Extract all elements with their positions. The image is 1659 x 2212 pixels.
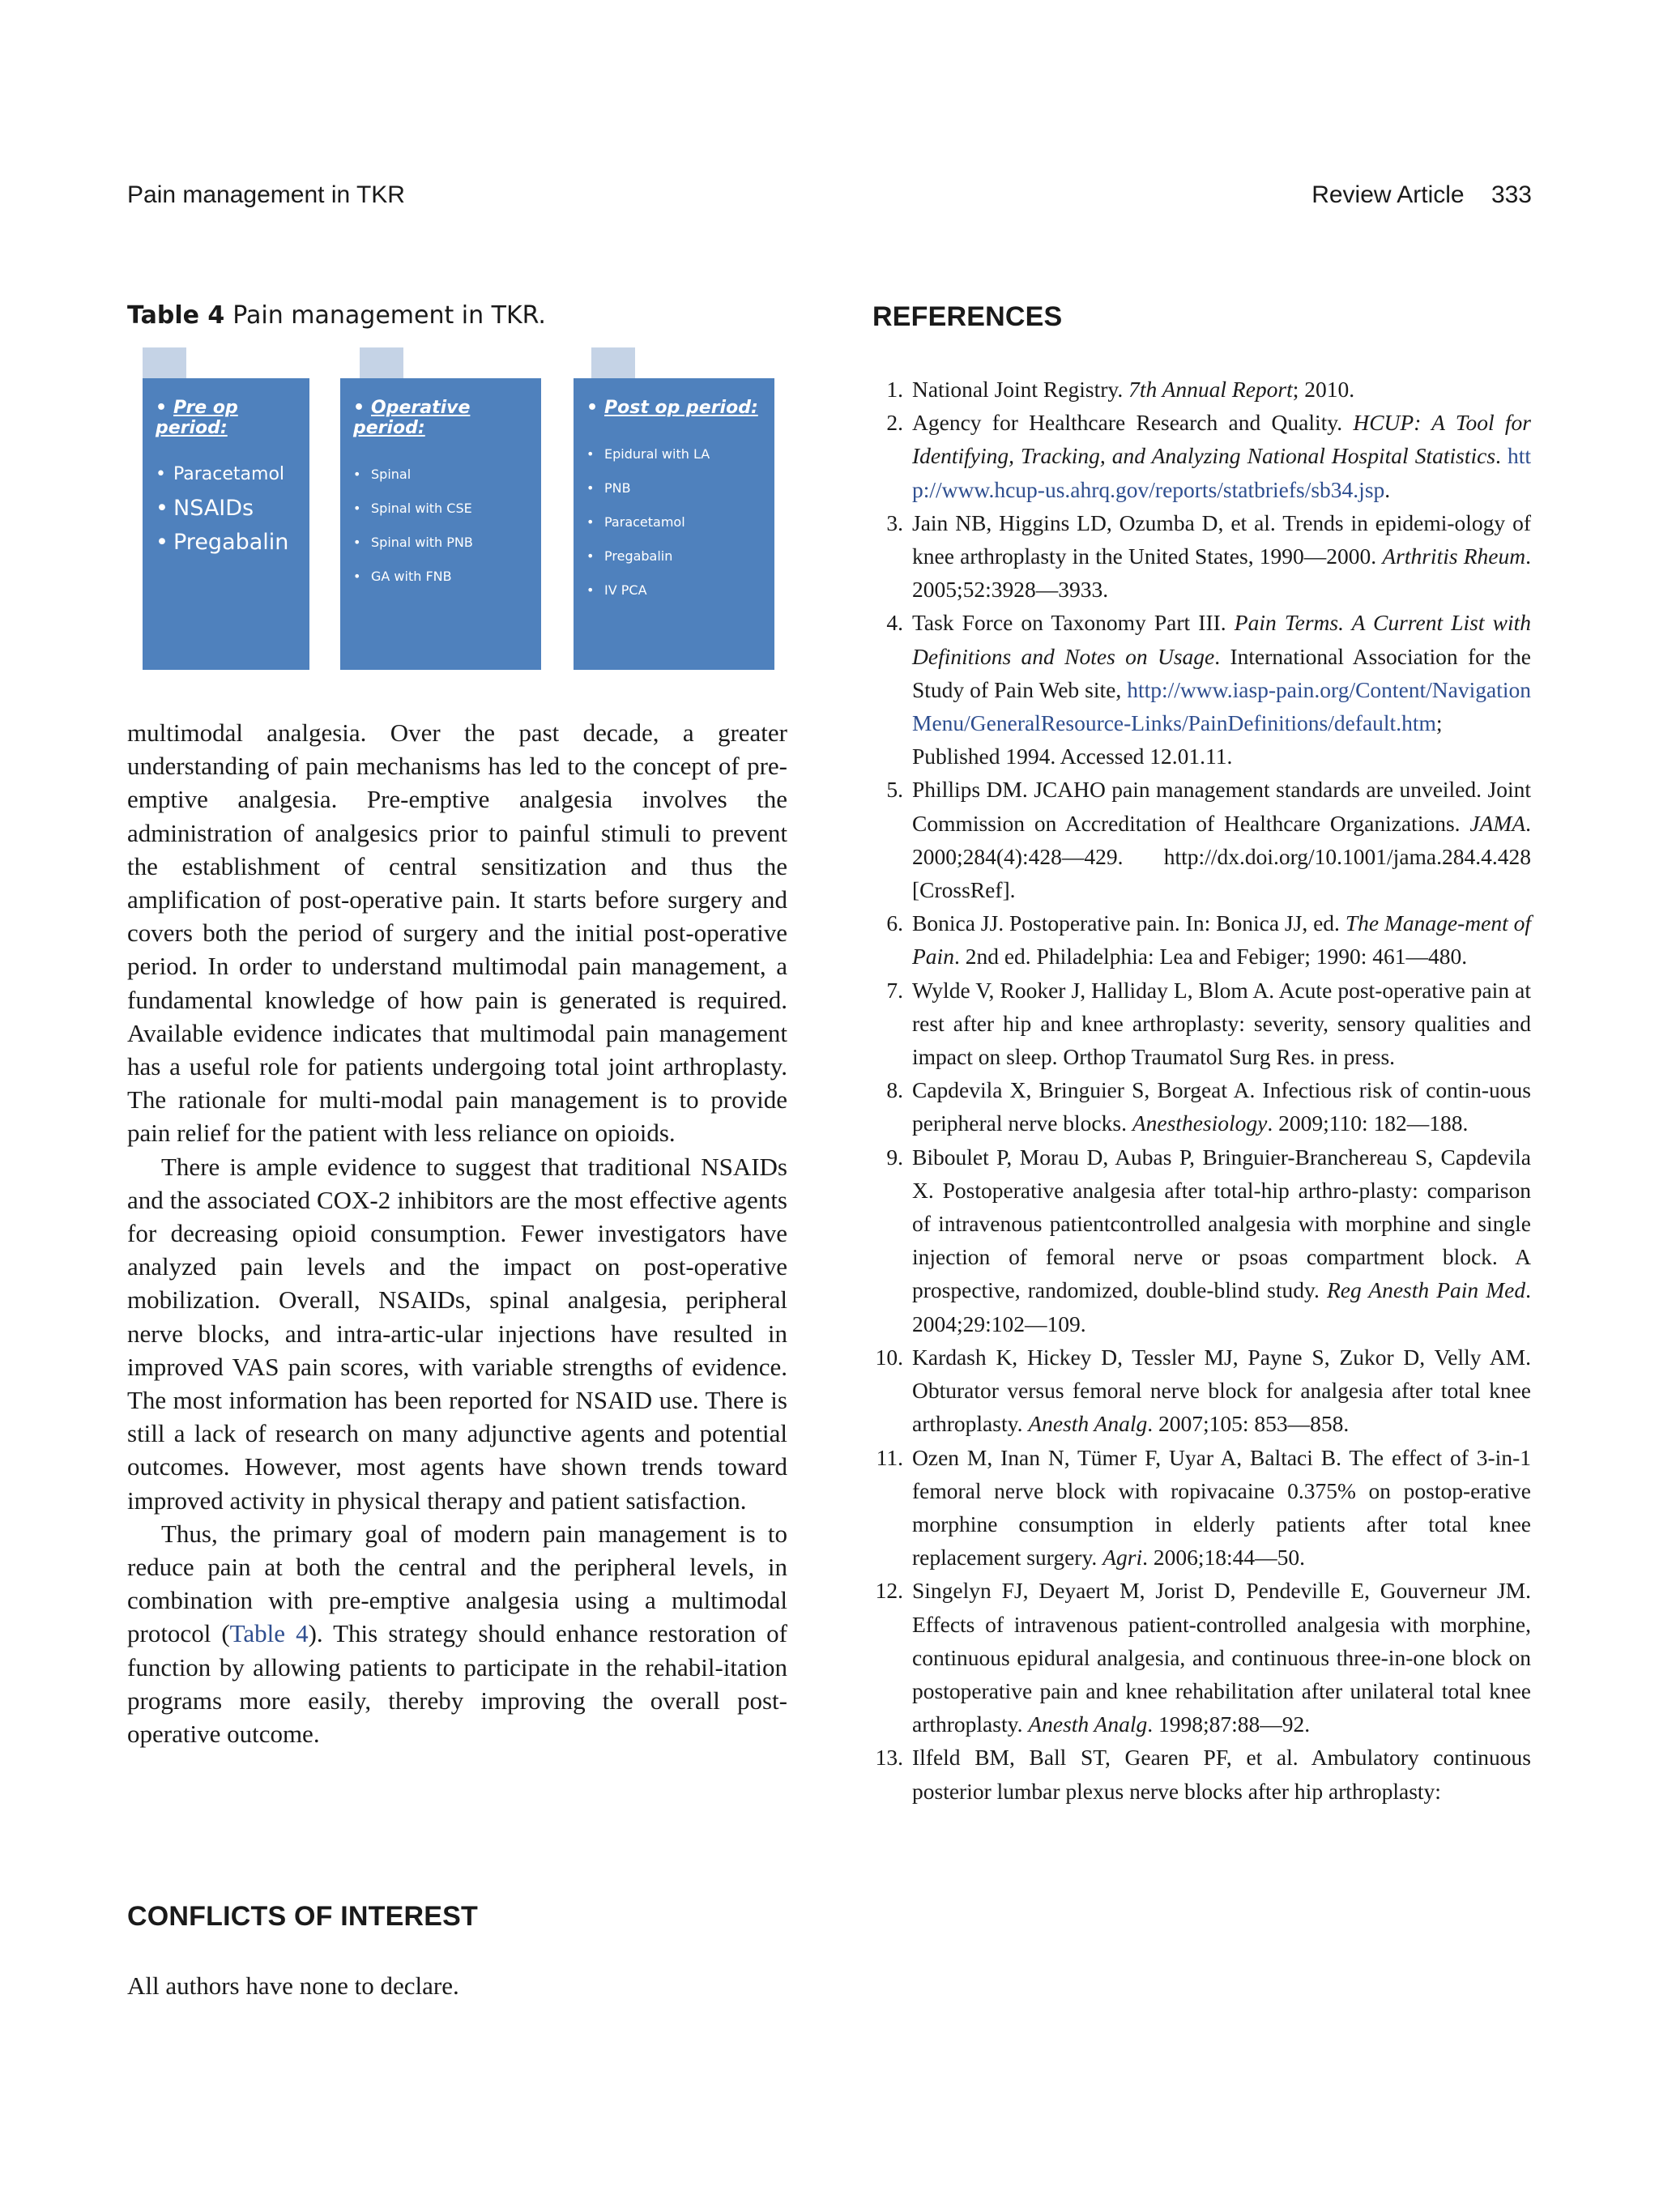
reference-item xyxy=(872,406,1531,506)
reference-text: Singelyn FJ, Deyaert M, Jorist D, Pendeville E, Gouverneur JM. Effects of intravenous patient-controlled analgesia with morphine, continuous epidural analgesia, and continuous three-in-one block on postoperative pain and knee rehabilitation after unilateral total knee arthroplasty. Anesth Analg. 1998;87:88—92. xyxy=(912,1578,1531,1737)
reference-item xyxy=(872,773,1531,906)
reference-item xyxy=(872,1140,1531,1340)
reference-item xyxy=(872,1574,1531,1741)
reference-text: Agency for Healthcare Research and Quality. HCUP: A Tool for Identifying, Tracking, and Analyzing National Hospital Statistics. http://www.hcup-us.ahrq.gov/reports/statbriefs/sb34.jsp. xyxy=(912,410,1531,502)
reference-item xyxy=(872,1073,1531,1140)
reference-number: 6. xyxy=(886,910,903,936)
reference-item xyxy=(872,606,1531,773)
reference-number: 4. xyxy=(886,610,903,636)
reference-item xyxy=(872,1340,1531,1441)
list-item: • Pregabalin xyxy=(586,543,760,570)
reference-item xyxy=(872,1441,1531,1575)
post-op-box xyxy=(574,378,774,670)
reference-link[interactable]: http://www.iasp-pain.org/Content/NavigationMenu/GeneralResource-Links/PainDefinitions/default.htm xyxy=(912,676,1531,736)
list-item: • PNB xyxy=(586,475,760,502)
reference-number: 9. xyxy=(886,1144,903,1170)
page-number: 333 xyxy=(1491,181,1532,208)
reference-item xyxy=(872,974,1531,1074)
reference-text: Wylde V, Rooker J, Halliday L, Blom A. Acute post-operative pain at rest after hip and knee arthroplasty: severity, sensory qualities and impact on sleep. Orthop Traumatol Surg Res. in press. xyxy=(912,977,1531,1070)
table-caption xyxy=(127,301,546,330)
reference-number: 2. xyxy=(886,410,903,436)
post-op-heading: • Post op period: xyxy=(586,398,760,418)
list-item: • Spinal with PNB xyxy=(353,529,527,556)
body-left-column xyxy=(127,716,787,1750)
list-item: • Paracetamol xyxy=(586,509,760,536)
reference-item xyxy=(872,906,1531,973)
reference-number: 1. xyxy=(886,377,903,402)
paragraph-1: multimodal analgesia. Over the past decade, a greater understanding of pain mechanisms has led to the concept of pre-emptive analgesia. Pre-emptive analgesia involves the administration of analgesics prior to painful stimuli to prevent the establishment of central sensitization and thus the amplification of post-operative pain. It starts before surgery and covers both the period of surgery and the initial post-operative period. In order to understand multimodal pain management, a fundamental knowledge of how pain is generated is required. Available evidence indicates that multimodal pain management has a useful role for patients undergoing total joint arthroplasty. The rationale for multi-modal pain management is to provide pain relief for the patient with less reliance on opioids. xyxy=(127,718,787,1148)
conflicts-heading: CONFLICTS OF INTEREST xyxy=(127,1901,478,1932)
references-heading: REFERENCES xyxy=(872,301,1063,332)
list-item: • NSAIDs xyxy=(156,495,295,522)
reference-text: Kardash K, Hickey D, Tessler MJ, Payne S, Zukor D, Velly AM. Obturator versus femoral nerve block for analgesia after total knee arthroplasty. Anesth Analg. 2007;105: 853—858. xyxy=(912,1344,1531,1437)
list-item: • GA with FNB xyxy=(353,563,527,590)
running-header-right xyxy=(1311,181,1532,209)
list-item: • Epidural with LA xyxy=(586,441,760,468)
reference-item xyxy=(872,373,1531,406)
paragraph-2: There is ample evidence to suggest that traditional NSAIDs and the associated COX-2 inhibitors are the most effective agents for decreasing opioid consumption. Fewer investigators have analyzed pain levels and the impact on post-operative mobilization. Overall, NSAIDs, spinal analgesia, peripheral nerve blocks, and intra-artic-ular injections have resulted in improved VAS pain scores, with variable strengths of evidence. The most information has been reported for NSAID use. There is still a lack of research on many adjunctive agents and potential outcomes. However, most agents have shown trends toward improved activity in physical therapy and patient satisfaction. xyxy=(127,1152,787,1515)
pre-op-heading: • Pre op period: xyxy=(156,398,295,438)
list-item: • Spinal with CSE xyxy=(353,495,527,522)
table-4-link[interactable]: Table 4 xyxy=(229,1619,309,1648)
list-item: • Pregabalin xyxy=(156,529,295,556)
reference-text: Biboulet P, Morau D, Aubas P, Bringuier-Branchereau S, Capdevila X. Postoperative analgesia after total-hip arthro-plasty: comparison of intravenous patientcontrolled analgesia with morphine and single injection of femoral nerve or psoas compartment block. A prospective, randomized, double-blind study. Reg Anesth Pain Med. 2004;29:102—109. xyxy=(912,1144,1532,1336)
reference-item xyxy=(872,1741,1531,1807)
running-header-title: Pain management in TKR xyxy=(127,181,405,208)
reference-number: 10. xyxy=(875,1344,903,1370)
pre-op-box xyxy=(143,378,309,670)
reference-number: 11. xyxy=(876,1444,903,1470)
list-item: • IV PCA xyxy=(586,577,760,604)
reference-text: Bonica JJ. Postoperative pain. In: Bonica JJ, ed. The Manage-ment of Pain. 2nd ed. Philadelphia: Lea and Febiger; 1990: 461—480. xyxy=(912,910,1531,970)
references-list xyxy=(872,373,1531,1808)
reference-number: 12. xyxy=(875,1578,903,1604)
reference-number: 3. xyxy=(886,509,903,535)
reference-text: Ilfeld BM, Ball ST, Gearen PF, et al. Ambulatory continuous posterior lumbar plexus nerve blocks after hip arthroplasty: xyxy=(912,1745,1531,1804)
reference-text: Task Force on Taxonomy Part III. Pain Terms. A Current List with Definitions and Notes on Usage. International Association for the Study of Pain Web site, http://www.iasp-pain.org/Content/NavigationMenu/GeneralResource-Links/PainDefinitions/default.htm; Published 1994. Accessed 12.01.11. xyxy=(912,610,1531,769)
table-caption-text: Pain management in TKR. xyxy=(232,301,546,330)
operative-box xyxy=(340,378,541,670)
reference-number: 5. xyxy=(886,777,903,803)
table-label: Table 4 xyxy=(127,301,225,330)
operative-heading: • Operative period: xyxy=(353,398,527,438)
reference-link[interactable]: http://www.hcup-us.ahrq.gov/reports/statbriefs/sb34.jsp xyxy=(912,443,1531,502)
reference-text: Ozen M, Inan N, Tümer F, Uyar A, Baltaci B. The effect of 3-in-1 femoral nerve block with ropivacaine 0.375% on postop-erative morphine consumption in elderly patients after total knee replacement surgery. Agri. 2006;18:44—50. xyxy=(912,1444,1531,1571)
conflicts-text: All authors have none to declare. xyxy=(127,1971,459,2000)
list-item: • Paracetamol xyxy=(156,461,295,488)
reference-number: 8. xyxy=(886,1077,903,1103)
reference-number: 13. xyxy=(875,1745,903,1771)
reference-text: National Joint Registry. 7th Annual Report; 2010. xyxy=(912,377,1355,402)
reference-item xyxy=(872,506,1531,607)
reference-number: 7. xyxy=(886,977,903,1003)
list-item: • Spinal xyxy=(353,461,527,488)
reference-text: Jain NB, Higgins LD, Ozumba D, et al. Trends in epidemi-ology of knee arthroplasty in the United States, 1990—2000. Arthritis Rheum. 2005;52:3928—3933. xyxy=(912,509,1531,603)
reference-text: Capdevila X, Bringuier S, Borgeat A. Infectious risk of contin-uous peripheral nerve blocks. Anesthesiology. 2009;110: 182—188. xyxy=(912,1077,1531,1136)
paragraph-3: Thus, the primary goal of modern pain management is to reduce pain at both the central and the peripheral levels, in combination with pre-emptive analgesia using a multimodal protocol (Table 4). This strategy should enhance restoration of function by allowing patients to participate in the rehabil-itation programs more easily, thereby improving the overall post-operative outcome. xyxy=(127,1519,787,1749)
reference-text: Phillips DM. JCAHO pain management standards are unveiled. Joint Commission on Accreditation of Healthcare Organizations. JAMA. 2000;284(4):428—429. http://dx.doi.org/10.1001/jama.284.4.428 [CrossRef]. xyxy=(912,777,1531,903)
article-type: Review Article xyxy=(1311,181,1465,208)
